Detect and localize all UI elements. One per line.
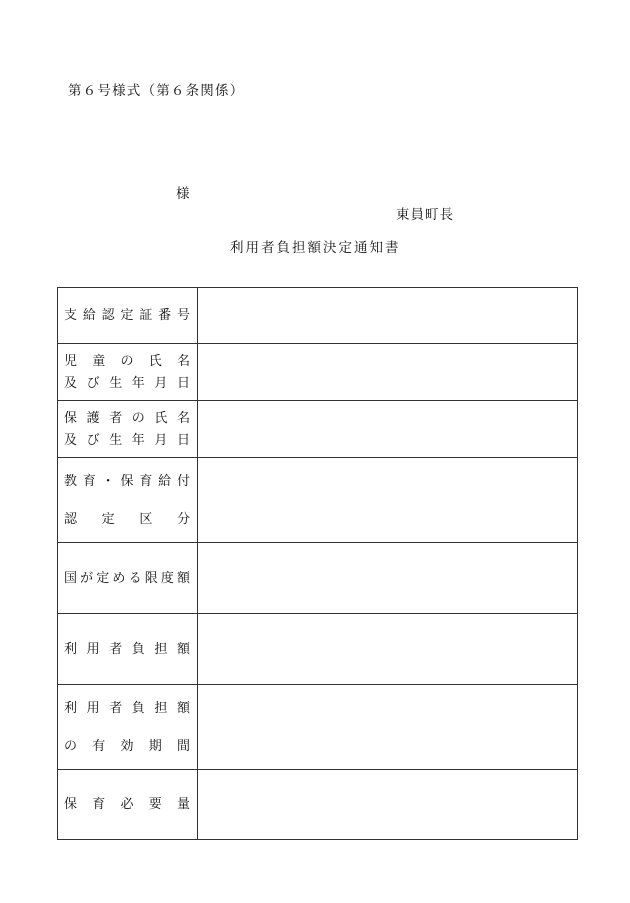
form-row-label-stack [58, 475, 197, 526]
form-row [58, 543, 578, 614]
form-row [58, 614, 578, 685]
form-row-label [58, 344, 198, 401]
form-row-label-stack [58, 643, 197, 656]
form-row-label [58, 458, 198, 543]
form-row-value [198, 401, 578, 458]
form-row [58, 344, 578, 401]
form-row-value [198, 288, 578, 344]
form-row-label-stack [58, 355, 197, 390]
form-row-label [58, 288, 198, 344]
form-row-label [58, 685, 198, 770]
form-row [58, 770, 578, 840]
form-row-label-stack [58, 412, 197, 447]
form-row-label-line: 及 び 生 年 月 日 [64, 375, 190, 391]
issuer-name: 東員町長 [396, 207, 454, 223]
form-row [58, 458, 578, 543]
form-row-label-stack [58, 798, 197, 811]
form-row-label-line: 保 育 必 要 量 [64, 797, 190, 812]
form-row-label-line: 利 用 者 負 担 額 [64, 641, 190, 657]
form-number: 第６号様式（第６条関係） [68, 83, 245, 99]
notice-form-table [57, 287, 578, 840]
form-row [58, 401, 578, 458]
form-row-label-stack [58, 702, 197, 753]
recipient-honorific: 様 [176, 186, 190, 202]
form-row-value [198, 344, 578, 401]
form-row [58, 288, 578, 344]
form-row-value [198, 770, 578, 840]
form-row-label [58, 543, 198, 614]
form-row-label-line: 児 童 の 氏 名 [64, 353, 190, 369]
form-row [58, 685, 578, 770]
form-row-value [198, 685, 578, 770]
form-row-label [58, 401, 198, 458]
form-row-label-line: 支 給 認 定 証 番 号 [64, 308, 190, 323]
form-row-label-line: 教 育 ・ 保 育 給 付 [64, 473, 190, 489]
form-row-label-line: 認 定 区 分 [64, 511, 190, 527]
form-row-label-line: 保 護 者 の 氏 名 [64, 410, 190, 426]
document-title: 利用者負担額決定通知書 [230, 240, 401, 256]
form-row-label [58, 770, 198, 840]
form-row-label-line: 国 が 定 め る 限 度 額 [64, 570, 190, 586]
form-row-label-line: 及 び 生 年 月 日 [64, 432, 190, 448]
form-row-value [198, 614, 578, 685]
form-row-label [58, 614, 198, 685]
form-row-label-stack [58, 572, 197, 585]
form-row-value [198, 543, 578, 614]
form-row-label-line: 利 用 者 負 担 額 [64, 700, 190, 716]
form-row-value [198, 458, 578, 543]
form-row-label-stack [58, 309, 197, 322]
form-table-body [58, 288, 578, 840]
form-row-label-line: の 有 効 期 間 [64, 738, 190, 754]
